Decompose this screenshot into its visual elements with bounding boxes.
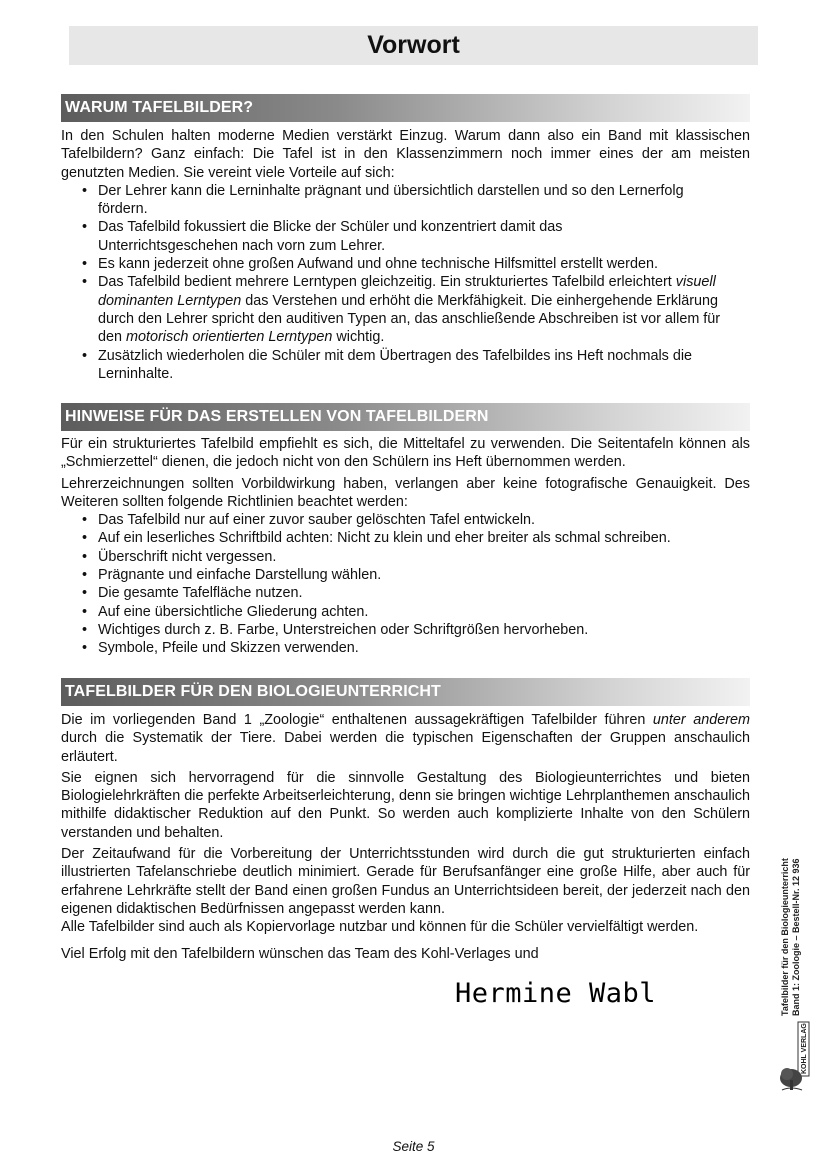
intro-paragraph: In den Schulen halten moderne Medien verstärkt Einzug. Warum dann also ein Band mit klassischen Tafelbildern? Ganz einfach: Die Tafel ist in den Klassenzimmern noch immer eines der am meisten genutzten Medien. Sie vereint viele Vorteile auf sich: xyxy=(61,128,750,181)
section-body-biologie xyxy=(61,711,750,963)
list-item: • Zusätzlich wiederholen die Schüler mit dem Übertragen des Tafelbildes ins Heft nochmals die Lerninhalte. xyxy=(61,347,750,384)
emphasis-visual: visuell dominanten Lerntypen xyxy=(98,274,716,309)
list-item: • Der Lehrer kann die Lerninhalte prägnant und übersichtlich darstellen und so den Lernerfolg fördern. xyxy=(61,182,750,219)
signature: Hermine Wabl xyxy=(455,978,657,1009)
title-bar xyxy=(69,26,758,65)
emphasis-motorisch: motorisch orientierten Lerntypen xyxy=(126,329,333,346)
advantages-list xyxy=(61,182,750,383)
paragraph: Die im vorliegenden Band 1 „Zoologie“ enthaltenen aussagekräftigen Tafelbilder führen unter anderem durch die Systematik der Tiere. Dabei werden die typischen Eigenschaften der Gruppen anschaulich erläutert. xyxy=(61,712,750,765)
side-line-order: Band 1: Zoologie – Bestell-Nr. 12 936 xyxy=(791,858,801,1016)
list-item: • Auf ein leserliches Schriftbild achten: Nicht zu klein und eher breiter als schmal schreiben. xyxy=(61,529,750,547)
list-item: • Prägnante und einfache Darstellung wählen. xyxy=(61,566,750,584)
list-item: • Überschrift nicht vergessen. xyxy=(61,548,750,566)
list-item: • Das Tafelbild bedient mehrere Lerntypen gleichzeitig. Ein strukturiertes Tafelbild erleichtert visuell dominanten Lerntypen das Verstehen und erhöht die Merkfähigkeit. Die einhergehende Erklärung durch den Lehrer spricht den auditiven Typen an, das anschließende Abschreiben ist vor allem für den motorisch orientierten Lerntypen wichtig. xyxy=(61,273,750,346)
side-line-title: Tafelbilder für den Biologieunterricht xyxy=(780,858,790,1016)
side-imprint xyxy=(780,826,814,1016)
paragraph: Der Zeitaufwand für die Vorbereitung der Unterrichtsstunden wird durch die gut strukturierten einfach illustrierten Tafelanschriebe deutlich minimiert. Gerade für Berufsanfänger eine große Hilfe, aber auch für erfahrene Lehrkräfte stellt der Band einen großen Fundus an Unterrichtsideen bereit, der jederzeit nach den eigenen didaktischen Bedürfnissen angepasst werden kann. xyxy=(61,846,750,917)
section-body-warum xyxy=(61,127,750,383)
emphasis-unter-anderem: unter anderem xyxy=(652,712,750,728)
publisher-logo xyxy=(778,1020,812,1092)
list-item: • Symbole, Pfeile und Skizzen verwenden. xyxy=(61,639,750,657)
section-heading-biologie: TAFELBILDER FÜR DEN BIOLOGIEUNTERRICHT xyxy=(61,678,750,706)
list-item: • Das Tafelbild fokussiert die Blicke der Schüler und konzentriert damit das Unterrichtsgeschehen nach vorn zum Lehrer. xyxy=(61,218,750,255)
section-body-hinweise xyxy=(61,435,750,658)
closing-paragraph: Viel Erfolg mit den Tafelbildern wünschen das Team des Kohl-Verlages und xyxy=(61,945,539,962)
side-imprint-text xyxy=(780,826,814,1016)
paragraph: Sie eignen sich hervorragend für die sinnvolle Gestaltung des Biologieunterrichtes und bieten Biologielehrkräften die perfekte Arbeitserleichterung, denn sie bringen wichtige Lehrplanthemen anschaulich mithilfe didaktischer Reduktion auf den Punkt. So werden auch komplizierte Inhalte von den Schülern verstanden und behalten. xyxy=(61,769,750,841)
list-item: • Wichtiges durch z. B. Farbe, Unterstreichen oder Schriftgrößen hervorheben. xyxy=(61,621,750,639)
page-number: Seite 5 xyxy=(392,1139,435,1154)
section-heading-hinweise: HINWEISE FÜR DAS ERSTELLEN VON TAFELBILDERN xyxy=(61,403,750,431)
tree-logo-icon xyxy=(778,1020,812,1092)
page-title: Vorwort xyxy=(367,31,460,59)
paragraph: Für ein strukturiertes Tafelbild empfiehlt es sich, die Mitteltafel zu verwenden. Die Seitentafeln können als „Schmierzettel“ dienen, die jedoch nicht von den Schülern ins Heft übernommen werden. xyxy=(61,436,750,471)
list-item: • Das Tafelbild nur auf einer zuvor sauber gelöschten Tafel entwickeln. xyxy=(61,511,750,529)
list-item: • Die gesamte Tafelfläche nutzen. xyxy=(61,584,750,602)
paragraph: Alle Tafelbilder sind auch als Kopiervorlage nutzbar und können für die Schüler vervielfältigt werden. xyxy=(61,919,699,936)
list-item: • Es kann jederzeit ohne großen Aufwand und ohne technische Hilfsmittel erstellt werden. xyxy=(61,255,750,273)
paragraph: Lehrerzeichnungen sollten Vorbildwirkung haben, verlangen aber keine fotografische Genauigkeit. Des Weiteren sollten folgende Richtlinien beachtet werden: xyxy=(61,475,750,510)
section-heading-warum: WARUM TAFELBILDER? xyxy=(61,94,750,122)
svg-text:KOHL VERLAG: KOHL VERLAG xyxy=(801,1023,808,1074)
list-item: • Auf eine übersichtliche Gliederung achten. xyxy=(61,603,750,621)
guidelines-list xyxy=(61,511,750,657)
